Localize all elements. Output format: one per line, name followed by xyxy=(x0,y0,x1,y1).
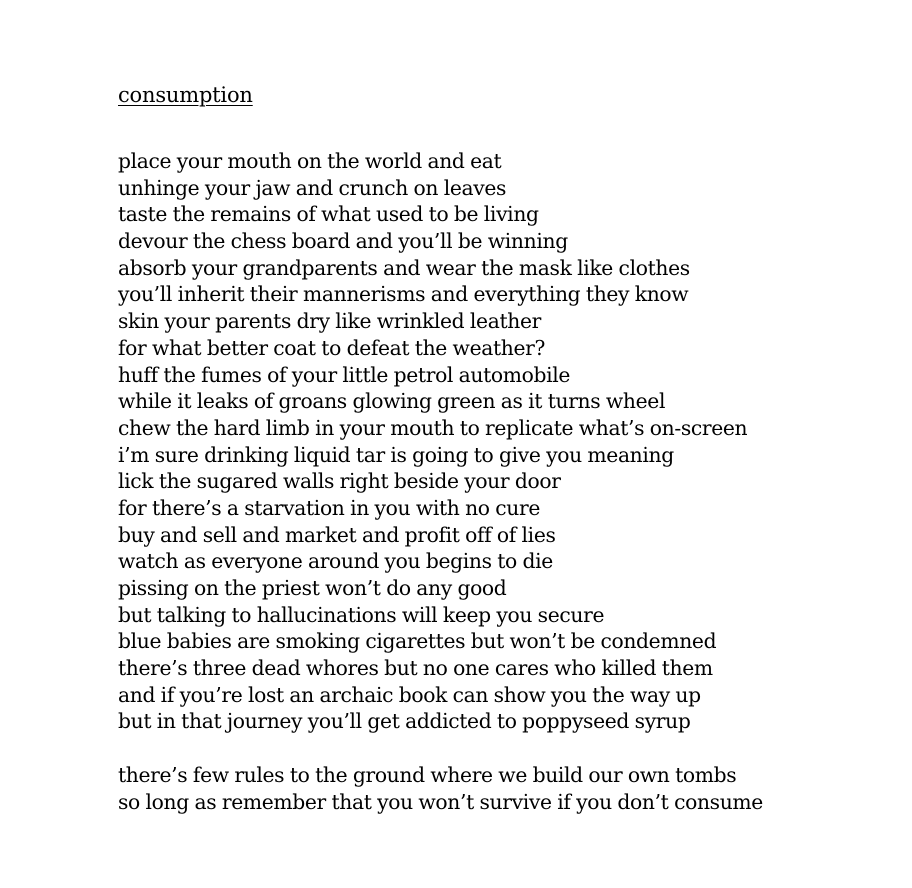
document-page xyxy=(118,82,878,815)
poem-line: while it leaks of groans glowing green as it turns wheel xyxy=(118,389,666,414)
poem-line: place your mouth on the world and eat xyxy=(118,149,502,173)
poem-line: devour the chess board and you’ll be winning xyxy=(118,229,568,254)
poem-line: taste the remains of what used to be living xyxy=(118,202,539,227)
poem-line: absorb your grandparents and wear the mask like clothes xyxy=(118,255,690,280)
poem-line: huff the fumes of your little petrol automobile xyxy=(118,362,571,387)
stanza-1 xyxy=(118,148,878,735)
poem-line: for there’s a starvation in you with no cure xyxy=(118,495,540,520)
poem-title: consumption xyxy=(118,83,253,107)
poem-line: unhinge your jaw and crunch on leaves xyxy=(118,175,507,200)
poem-line: chew the hard limb in your mouth to replicate what’s on-screen xyxy=(118,415,748,440)
poem-line: watch as everyone around you begins to die xyxy=(118,549,553,574)
poem-line: you’ll inherit their mannerisms and everything they know xyxy=(118,282,689,307)
poem-line: there’s few rules to the ground where we build our own tombs xyxy=(118,762,737,787)
poem-line: but talking to hallucinations will keep you secure xyxy=(118,602,605,627)
poem-line: lick the sugared walls right beside your door xyxy=(118,469,561,494)
stanza-2 xyxy=(118,762,878,815)
poem-line: skin your parents dry like wrinkled leather xyxy=(118,309,541,334)
poem-line: so long as remember that you won’t survive if you don’t consume xyxy=(118,789,763,814)
poem-line: there’s three dead whores but no one cares who killed them xyxy=(118,656,713,681)
poem-line: pissing on the priest won’t do any good xyxy=(118,576,507,600)
poem-line: blue babies are smoking cigarettes but won’t be condemned xyxy=(118,629,717,654)
poem-line: buy and sell and market and profit off of lies xyxy=(118,522,556,547)
poem-line: for what better coat to defeat the weather? xyxy=(118,335,545,360)
poem-line: and if you’re lost an archaic book can show you the way up xyxy=(118,682,701,707)
poem-line: i’m sure drinking liquid tar is going to give you meaning xyxy=(118,442,674,467)
poem-line: but in that journey you’ll get addicted to poppyseed syrup xyxy=(118,709,691,734)
